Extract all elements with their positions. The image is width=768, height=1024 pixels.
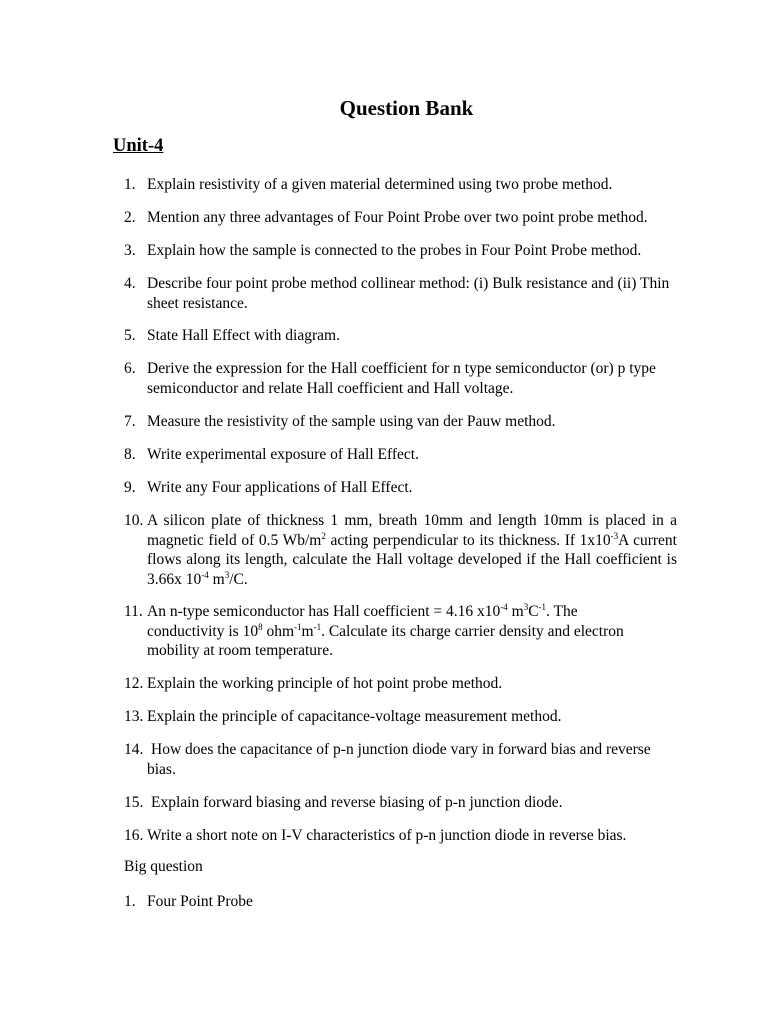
superscript: -4 bbox=[201, 569, 209, 580]
superscript: 2 bbox=[321, 530, 326, 541]
question-text: Explain the principle of capacitance-voltage measurement method. bbox=[147, 708, 562, 725]
question-number: 7. bbox=[124, 413, 136, 430]
question-text-part: . The conductivity is 10 bbox=[147, 603, 578, 640]
superscript: -3 bbox=[610, 530, 619, 541]
question-number: 10. bbox=[124, 512, 144, 529]
superscript: 8 bbox=[258, 621, 263, 632]
question-text bbox=[147, 511, 677, 589]
question-text-part: ohm bbox=[262, 622, 295, 640]
big-question-heading: Big question bbox=[124, 858, 203, 875]
question-text: How does the capacitance of p-n junction diode vary in forward bias and reverse bias. bbox=[147, 741, 651, 778]
question-text: Describe four point probe method collinear method: (i) Bulk resistance and (ii) Thin sheet resistance. bbox=[147, 275, 670, 312]
question-text: Measure the resistivity of the sample using van der Pauw method. bbox=[147, 413, 556, 430]
superscript: -1 bbox=[294, 621, 302, 632]
question-text: Explain resistivity of a given material determined using two probe method. bbox=[147, 176, 613, 193]
superscript: -1 bbox=[538, 602, 547, 612]
question-text-part: acting perpendicular to its thickness. If 1x10 bbox=[325, 531, 611, 549]
question-text-part: m bbox=[208, 570, 225, 588]
question-number: 1. bbox=[124, 893, 136, 910]
question-text: Four Point Probe bbox=[147, 893, 253, 910]
question-text-part: C bbox=[528, 603, 539, 620]
question-text: Explain the working principle of hot point probe method. bbox=[147, 675, 503, 692]
question-text: Write any Four applications of Hall Effect. bbox=[147, 479, 413, 496]
question-text: State Hall Effect with diagram. bbox=[147, 327, 340, 344]
superscript: -1 bbox=[313, 621, 322, 632]
question-text: Write a short note on I-V characteristics of p-n junction diode in reverse bias. bbox=[147, 827, 627, 844]
question-text bbox=[147, 602, 657, 661]
question-number: 15. bbox=[124, 794, 144, 811]
question-number: 14. bbox=[124, 741, 144, 758]
superscript: 3 bbox=[523, 602, 529, 612]
page-title: Question Bank bbox=[339, 96, 474, 120]
question-number: 4. bbox=[124, 275, 136, 292]
question-text-part: /C. bbox=[229, 570, 248, 588]
question-number: 1. bbox=[124, 176, 136, 193]
question-number: 2. bbox=[124, 209, 136, 226]
question-text-part: . Calculate its charge carrier density and electron mobility at room temperature. bbox=[147, 622, 624, 659]
question-number: 9. bbox=[124, 479, 136, 496]
question-number: 13. bbox=[124, 708, 144, 725]
question-text-part: A silicon plate of thickness 1 mm, breath 10mm and length 10mm is placed in a magnetic field of 0.5 Wb/m bbox=[147, 512, 677, 549]
question-text-part: An n-type semiconductor has Hall coefficient = 4.16 x10 bbox=[147, 603, 501, 620]
question-text: Explain how the sample is connected to the probes in Four Point Probe method. bbox=[147, 242, 642, 259]
superscript: 3 bbox=[224, 569, 230, 580]
question-number: 11. bbox=[124, 603, 143, 620]
question-number: 16. bbox=[124, 827, 144, 844]
question-number: 5. bbox=[124, 327, 136, 344]
question-number: 8. bbox=[124, 446, 136, 463]
question-text: Explain forward biasing and reverse biasing of p-n junction diode. bbox=[151, 794, 563, 811]
question-number: 3. bbox=[124, 242, 136, 259]
superscript: -4 bbox=[500, 602, 508, 612]
question-text: Write experimental exposure of Hall Effect. bbox=[147, 446, 419, 463]
unit-heading: Unit-4 bbox=[113, 136, 164, 156]
question-text-part: m bbox=[507, 603, 524, 620]
question-text-part: A current flows along its length, calculate the Hall voltage developed if the Hall coefficient is 3.66x 10 bbox=[147, 531, 677, 588]
question-number: 12. bbox=[124, 675, 144, 692]
question-text: Derive the expression for the Hall coefficient for n type semiconductor (or) p type semiconductor and relate Hall coefficient and Hall voltage. bbox=[147, 360, 656, 397]
question-text-part: m bbox=[301, 622, 314, 640]
question-number: 6. bbox=[124, 360, 136, 377]
question-text: Mention any three advantages of Four Point Probe over two point probe method. bbox=[147, 209, 648, 226]
